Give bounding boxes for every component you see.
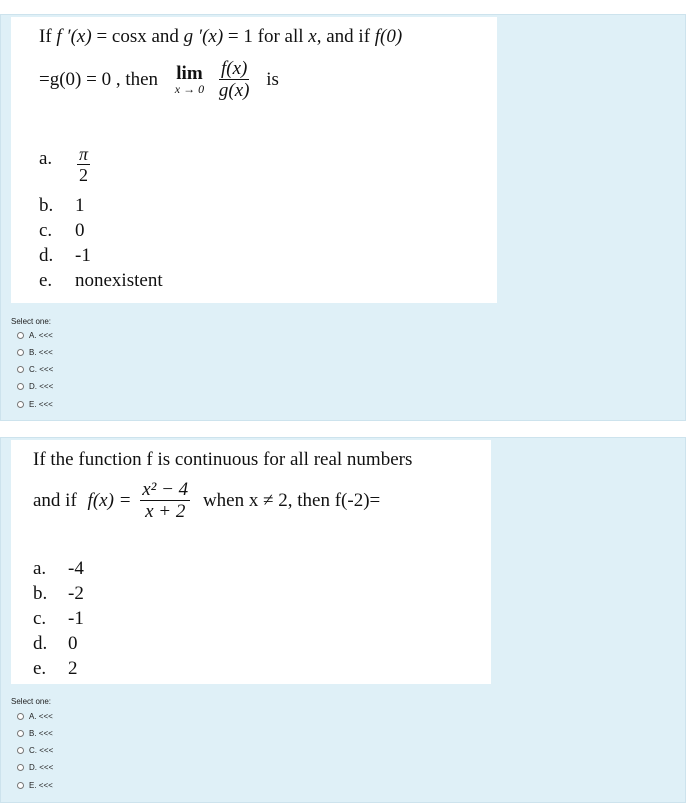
q1-and-if: , and if (316, 26, 371, 47)
q2-option-e-label: e. (33, 658, 47, 679)
q1-choice-b-label: B. <<< (29, 347, 53, 357)
q1-choice-c-label: C. <<< (29, 364, 54, 374)
q1-option-a-den: 2 (79, 164, 89, 185)
question-2-line-2 (33, 480, 380, 523)
q2-denominator: x + 2 (145, 500, 186, 522)
q2-choice-c-label: C. <<< (29, 745, 54, 755)
q1-choice-e-label: E. <<< (29, 399, 53, 409)
q1-option-b-value: 1 (75, 195, 85, 216)
q2-option-c-label: c. (33, 608, 47, 629)
q2-option-c-value: -1 (68, 608, 84, 629)
q1-choice-a[interactable] (17, 329, 53, 341)
q2-choice-e[interactable] (17, 779, 53, 791)
q2-option-b-label: b. (33, 583, 48, 604)
q2-line2-start: and if (33, 489, 77, 511)
q1-f-prime: f ′(x) (56, 26, 92, 47)
q1-option-a-value (77, 145, 90, 186)
q2-choice-e-label: E. <<< (29, 780, 53, 790)
q1-lim-sub: x → 0 (174, 82, 205, 97)
question-2-image (11, 440, 491, 684)
q1-is: is (266, 68, 279, 90)
q1-g-prime: g ′(x) (183, 26, 224, 47)
q2-line-1: If the function f is continuous for all real numbers (33, 449, 413, 470)
q1-option-c-label: c. (39, 220, 53, 241)
q2-fraction (140, 480, 190, 523)
q1-option-a-label: a. (39, 148, 53, 169)
radio-icon[interactable] (17, 764, 24, 771)
question-1-line-2 (39, 59, 279, 102)
q1-option-a-num: π (79, 144, 89, 164)
question-2 (0, 437, 686, 803)
q1-option-e-label: e. (39, 270, 53, 291)
radio-icon[interactable] (17, 332, 24, 339)
q2-option-e-value: 2 (68, 658, 78, 679)
q1-intro: If (39, 26, 52, 47)
question-1-line-1 (39, 26, 402, 48)
q2-option-a-value: -4 (68, 558, 84, 579)
q2-choice-b[interactable] (17, 727, 53, 739)
q2-choice-d-label: D. <<< (29, 762, 54, 772)
q1-lim-word: lim (176, 63, 203, 85)
radio-icon[interactable] (17, 366, 24, 373)
q2-option-b-value: -2 (68, 583, 84, 604)
q2-choice-b-label: B. <<< (29, 728, 53, 738)
radio-icon[interactable] (17, 747, 24, 754)
q1-choice-e[interactable] (17, 398, 53, 410)
q1-f0: f(0) (374, 26, 403, 47)
q1-option-b-label: b. (39, 195, 54, 216)
q2-choice-d[interactable] (17, 761, 53, 773)
q1-choice-d[interactable] (17, 380, 53, 392)
q2-numerator: x² − 4 (142, 479, 189, 500)
radio-icon[interactable] (17, 383, 24, 390)
q2-fx: f(x) = (87, 489, 132, 511)
q1-choice-a-label: A. <<< (29, 330, 53, 340)
q1-choice-c[interactable] (17, 363, 53, 375)
radio-icon[interactable] (17, 349, 24, 356)
q1-limit (175, 64, 204, 96)
q1-select-one-label: Select one: (11, 317, 52, 326)
q2-choice-c[interactable] (17, 744, 53, 756)
q1-eq1: = cosx and (96, 26, 179, 47)
q2-choice-a-label: A. <<< (29, 711, 53, 721)
q1-option-d-value: -1 (75, 245, 91, 266)
question-1-image (11, 17, 497, 303)
radio-icon[interactable] (17, 782, 24, 789)
radio-icon[interactable] (17, 730, 24, 737)
q1-x: x (308, 26, 317, 47)
q1-choice-d-label: D. <<< (29, 381, 54, 391)
q1-eq2: = 1 for all (227, 26, 304, 47)
q2-when: when x ≠ 2, then f(-2)= (202, 489, 381, 511)
q2-option-d-label: d. (33, 633, 48, 654)
q1-choice-b[interactable] (17, 346, 53, 358)
q1-fraction (217, 59, 252, 102)
q2-select-one-label: Select one: (11, 697, 52, 706)
q2-option-d-value: 0 (68, 633, 78, 654)
q1-denominator: g(x) (218, 79, 250, 101)
q2-choice-a[interactable] (17, 710, 53, 722)
radio-icon[interactable] (17, 713, 24, 720)
q1-option-e-value: nonexistent (75, 270, 163, 291)
radio-icon[interactable] (17, 401, 24, 408)
q1-numerator: f(x) (220, 58, 248, 79)
q2-option-a-label: a. (33, 558, 47, 579)
q1-option-d-label: d. (39, 245, 54, 266)
q1-line2-start: =g(0) = 0 , then (39, 68, 159, 90)
question-1 (0, 14, 686, 421)
q1-option-c-value: 0 (75, 220, 85, 241)
